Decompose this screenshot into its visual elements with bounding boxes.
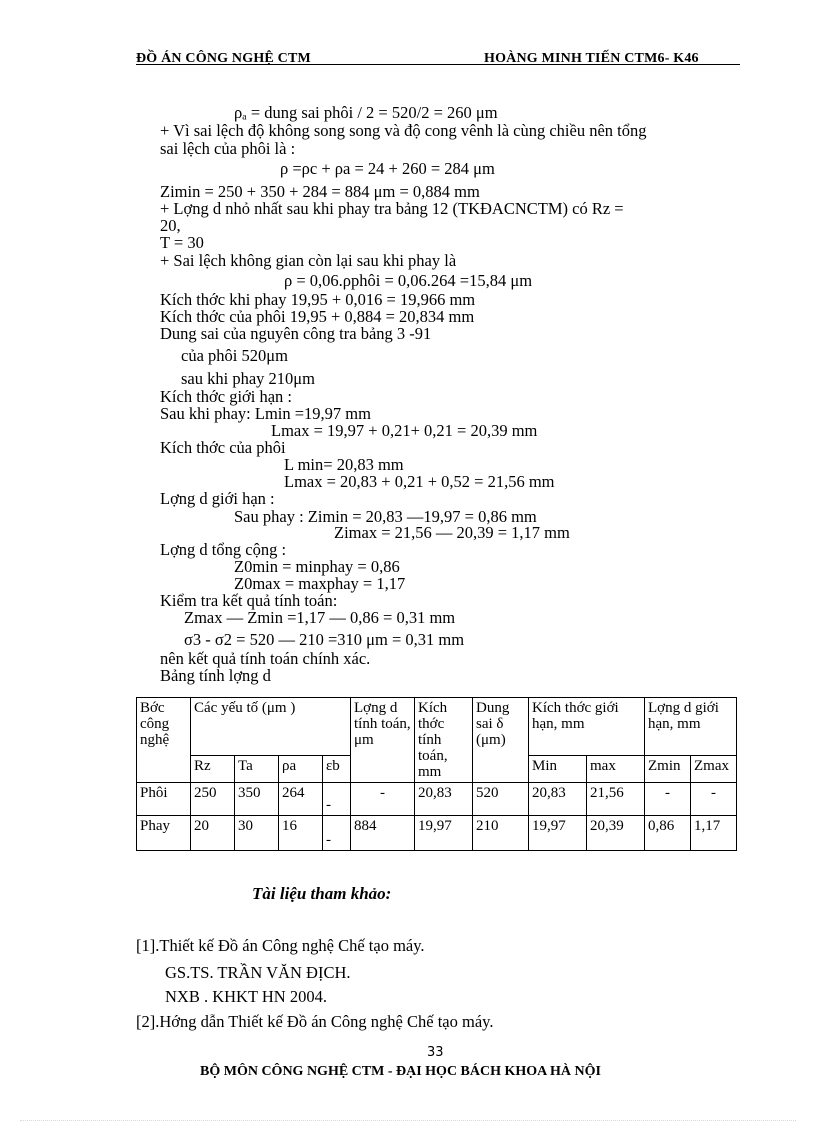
subheader-rho: ρa: [279, 756, 323, 783]
text-line: T = 30: [160, 233, 204, 252]
subheader-max: max: [587, 756, 645, 783]
table-header-row: [137, 698, 737, 756]
header-factors: Các yếu tố (μm ): [191, 698, 351, 756]
text-line: Lợng d tổng cộng :: [160, 540, 287, 559]
text-line: Z0min = minphay = 0,86: [234, 557, 400, 576]
header-step: Bớc công nghệ: [137, 698, 191, 783]
subheader-ta: Ta: [235, 756, 279, 783]
table-cell: 19,97: [415, 816, 473, 851]
text-line: Kích thớc khi phay 19,95 + 0,016 = 19,966 mm: [160, 290, 476, 309]
table-cell: -: [323, 783, 351, 816]
table-cell: 1,17: [691, 816, 737, 851]
table-cell: 210: [473, 816, 529, 851]
table-cell: 250: [191, 783, 235, 816]
text-line: + Lợng d nhỏ nhất sau khi phay tra bảng 12 (TKĐACNCTM) có Rz =: [160, 199, 624, 218]
subheader-epsilon: εb: [323, 756, 351, 783]
table-cell: 520: [473, 783, 529, 816]
subheader-min: Min: [529, 756, 587, 783]
table-cell: 30: [235, 816, 279, 851]
bottom-dotted-divider: [20, 1120, 796, 1121]
text-line: Kích thớc của phôi 19,95 + 0,884 = 20,834 mm: [160, 307, 475, 326]
text-line: 20,: [160, 216, 181, 235]
header-right: HOÀNG MINH TIẾN CTM6- K46: [484, 51, 699, 66]
header-calc-size: Kích thớc tính toán, mm: [415, 698, 473, 783]
reference-item: [2].Hớng dẫn Thiết kế Đồ án Công nghệ Chế tạo máy.: [136, 1012, 494, 1031]
page-number: 33: [427, 1045, 444, 1060]
allowance-table: [136, 697, 737, 851]
text-line: + Sai lệch không gian còn lại sau khi phay là: [160, 251, 457, 270]
subheader-zmin: Zmin: [645, 756, 691, 783]
table-cell: 350: [235, 783, 279, 816]
text-line: Zimin = 250 + 350 + 284 = 884 μm = 0,884 mm: [160, 182, 480, 201]
text-line: sau khi phay 210μm: [181, 369, 315, 388]
reference-item: GS.TS. TRẦN VĂN ĐỊCH.: [165, 963, 351, 982]
table-row: [137, 783, 737, 816]
text-line: Dung sai của nguyên công tra bảng 3 -91: [160, 324, 432, 343]
text-line: σ3 - σ2 = 520 — 210 =310 μm = 0,31 mm: [184, 630, 465, 649]
text-line: Kích thớc của phôi: [160, 438, 286, 457]
text-line: ρ = 0,06.ρphôi = 0,06.264 =15,84 μm: [284, 271, 533, 290]
table-cell: 264: [279, 783, 323, 816]
table-cell: -: [645, 783, 691, 816]
text-line: L min= 20,83 mm: [284, 455, 404, 474]
text-line: Zmax — Zmin =1,17 — 0,86 = 0,31 mm: [184, 608, 456, 627]
text-line: của phôi 520μm: [181, 346, 288, 365]
table-cell: 21,56: [587, 783, 645, 816]
table-row: [137, 816, 737, 851]
table-cell: 16: [279, 816, 323, 851]
header-left: ĐỒ ÁN CÔNG NGHỆ CTM: [136, 51, 311, 66]
table-cell: 19,97: [529, 816, 587, 851]
header-limit-size: Kích thớc giới hạn, mm: [529, 698, 645, 756]
text-line: Zimax = 21,56 — 20,39 = 1,17 mm: [334, 523, 570, 542]
text-line: ρ =ρc + ρa = 24 + 260 = 284 μm: [280, 159, 495, 178]
table-cell: Phôi: [137, 783, 191, 816]
text-line: Sau khi phay: Lmin =19,97 mm: [160, 404, 371, 423]
reference-item: NXB . KHKT HN 2004.: [165, 987, 327, 1006]
header-rule: [136, 64, 740, 65]
header-tolerance: Dung sai δ (μm): [473, 698, 529, 783]
table-cell: -: [351, 783, 415, 816]
text-line: Sau phay : Zimin = 20,83 —19,97 = 0,86 mm: [234, 507, 537, 526]
table-cell: Phay: [137, 816, 191, 851]
text-line: Z0max = maxphay = 1,17: [234, 574, 406, 593]
text-line: sai lệch của phôi là :: [160, 139, 296, 158]
text-line: ρₐ = dung sai phôi / 2 = 520/2 = 260 μm: [234, 103, 498, 122]
table-cell: 884: [351, 816, 415, 851]
subheader-zmax: Zmax: [691, 756, 737, 783]
table-cell: -: [691, 783, 737, 816]
subheader-rz: Rz: [191, 756, 235, 783]
text-line: Lmax = 19,97 + 0,21+ 0,21 = 20,39 mm: [271, 421, 538, 440]
table-cell: 20,83: [529, 783, 587, 816]
table-cell: 0,86: [645, 816, 691, 851]
text-line: Lợng d giới hạn :: [160, 489, 275, 508]
header-limit-allowance: Lợng d giới hạn, mm: [645, 698, 737, 756]
text-line: nên kết quả tính toán chính xác.: [160, 649, 371, 668]
text-line: Bảng tính lợng d: [160, 666, 271, 685]
table-cell: 20,83: [415, 783, 473, 816]
text-line: Kiểm tra kết quả tính toán:: [160, 591, 338, 610]
reference-item: [1].Thiết kế Đồ án Công nghệ Chế tạo máy.: [136, 936, 425, 955]
table-cell: 20: [191, 816, 235, 851]
references-title: Tài liệu tham khảo:: [252, 884, 392, 903]
table-cell: -: [323, 816, 351, 851]
text-line: Lmax = 20,83 + 0,21 + 0,52 = 21,56 mm: [284, 472, 555, 491]
footer: BỘ MÔN CÔNG NGHỆ CTM - ĐẠI HỌC BÁCH KHOA HÀ NỘI: [200, 1064, 601, 1079]
header-calc-allowance: Lợng d tính toán, μm: [351, 698, 415, 783]
text-line: Kích thớc giới hạn :: [160, 387, 293, 406]
text-line: + Vì sai lệch độ không song song và độ cong vênh là cùng chiều nên tổng: [160, 121, 647, 140]
table-cell: 20,39: [587, 816, 645, 851]
